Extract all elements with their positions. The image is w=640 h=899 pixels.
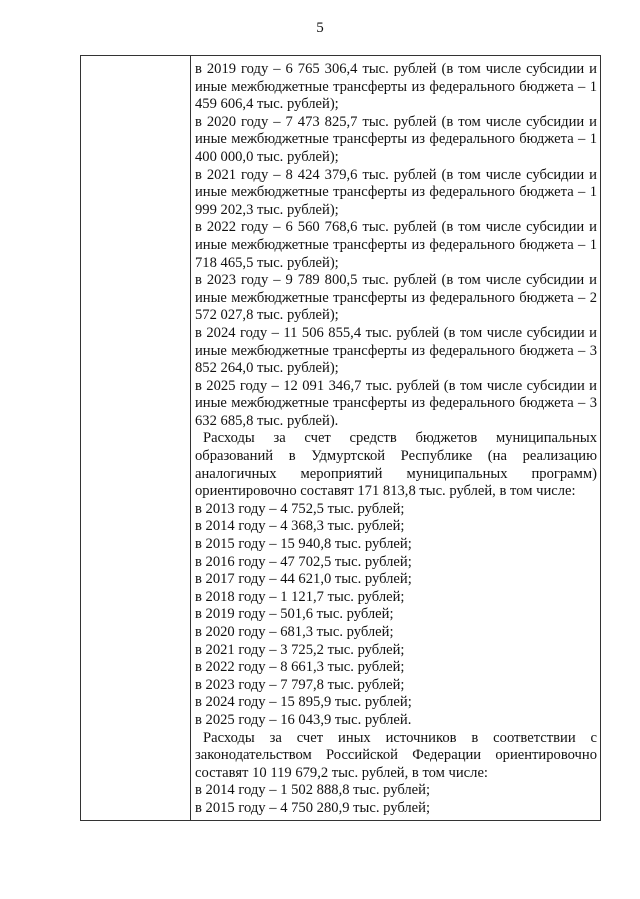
municipal-2022-line: в 2022 году – 8 661,3 тыс. рублей; [195, 659, 405, 676]
municipal-2013-line: в 2013 году – 4 752,5 тыс. рублей; [195, 500, 405, 517]
funding-2024-paragraph: в 2024 году – 11 506 855,4 тыс. рублей (в том числе субсидии и иные межбюджетные трансферты из федерального бюджета – 3 852 264,0 тыс. рублей); [195, 324, 597, 377]
other-sources-2014-line: в 2014 году – 1 502 888,8 тыс. рублей; [195, 782, 431, 799]
municipal-2020-line: в 2020 году – 681,3 тыс. рублей; [195, 624, 394, 640]
municipal-2016-line: в 2016 году – 47 702,5 тыс. рублей; [195, 553, 412, 570]
municipal-2015-line: в 2015 году – 15 940,8 тыс. рублей; [195, 536, 412, 553]
funding-2021-paragraph: в 2021 году – 8 424 379,6 тыс. рублей (в том числе субсидии и иные межбюджетные трансферты из федерального бюджета – 1 999 202,3 тыс. рублей); [195, 166, 597, 218]
municipal-2023-line: в 2023 году – 7 797,8 тыс. рублей; [195, 676, 405, 693]
municipal-2024-line: в 2024 году – 15 895,9 тыс. рублей; [195, 694, 412, 711]
other-sources-intro: Расходы за счет иных источников в соответствии с законодательством Российской Федерации ориентировочно составят 10 119 679,2 тыс. рублей, в том числе: [195, 729, 597, 781]
municipal-2017-line: в 2017 году – 44 621,0 тыс. рублей; [195, 571, 412, 588]
municipal-2018-line: в 2018 году – 1 121,7 тыс. рублей; [195, 588, 405, 605]
right-column-cell [191, 56, 600, 820]
municipal-expenses-intro: Расходы за счет средств бюджетов муниципальных образований в Удмуртской Республике (на реализацию аналогичных мероприятий муниципальных программ) ориентировочно составят 171 813,8 тыс. рублей, в том числе: [195, 430, 597, 500]
document-table [80, 55, 601, 821]
other-sources-2015-line: в 2015 году – 4 750 280,9 тыс. рублей; [195, 799, 431, 816]
funding-2023-paragraph: в 2023 году – 9 789 800,5 тыс. рублей (в том числе субсидии и иные межбюджетные трансферты из федерального бюджета – 2 572 027,8 тыс. рублей); [195, 272, 597, 324]
funding-2022-paragraph: в 2022 году – 6 560 768,6 тыс. рублей (в том числе субсидии и иные межбюджетные трансферты из федерального бюджета – 1 718 465,5 тыс. рублей); [195, 219, 597, 271]
funding-2025-paragraph: в 2025 году – 12 091 346,7 тыс. рублей (в том числе субсидии и иные межбюджетные трансферты из федерального бюджета – 3 632 685,8 тыс. рублей). [195, 377, 597, 429]
funding-2020-paragraph: в 2020 году – 7 473 825,7 тыс. рублей (в том числе субсидии и иные межбюджетные трансферты из федерального бюджета – 1 400 000,0 тыс. рублей); [195, 113, 597, 165]
municipal-2014-line: в 2014 году – 4 368,3 тыс. рублей; [195, 518, 405, 535]
municipal-2021-line: в 2021 году – 3 725,2 тыс. рублей; [195, 641, 405, 658]
page-number: 5 [316, 20, 324, 36]
municipal-2025-line: в 2025 году – 16 043,9 тыс. рублей. [195, 711, 412, 728]
municipal-2019-line: в 2019 году – 501,6 тыс. рублей; [195, 606, 394, 623]
left-column-cell [81, 56, 191, 820]
funding-2019-paragraph: в 2019 году – 6 765 306,4 тыс. рублей (в том числе субсидии и иные межбюджетные трансферты из федерального бюджета – 1 459 606,4 тыс. рублей); [195, 61, 597, 113]
